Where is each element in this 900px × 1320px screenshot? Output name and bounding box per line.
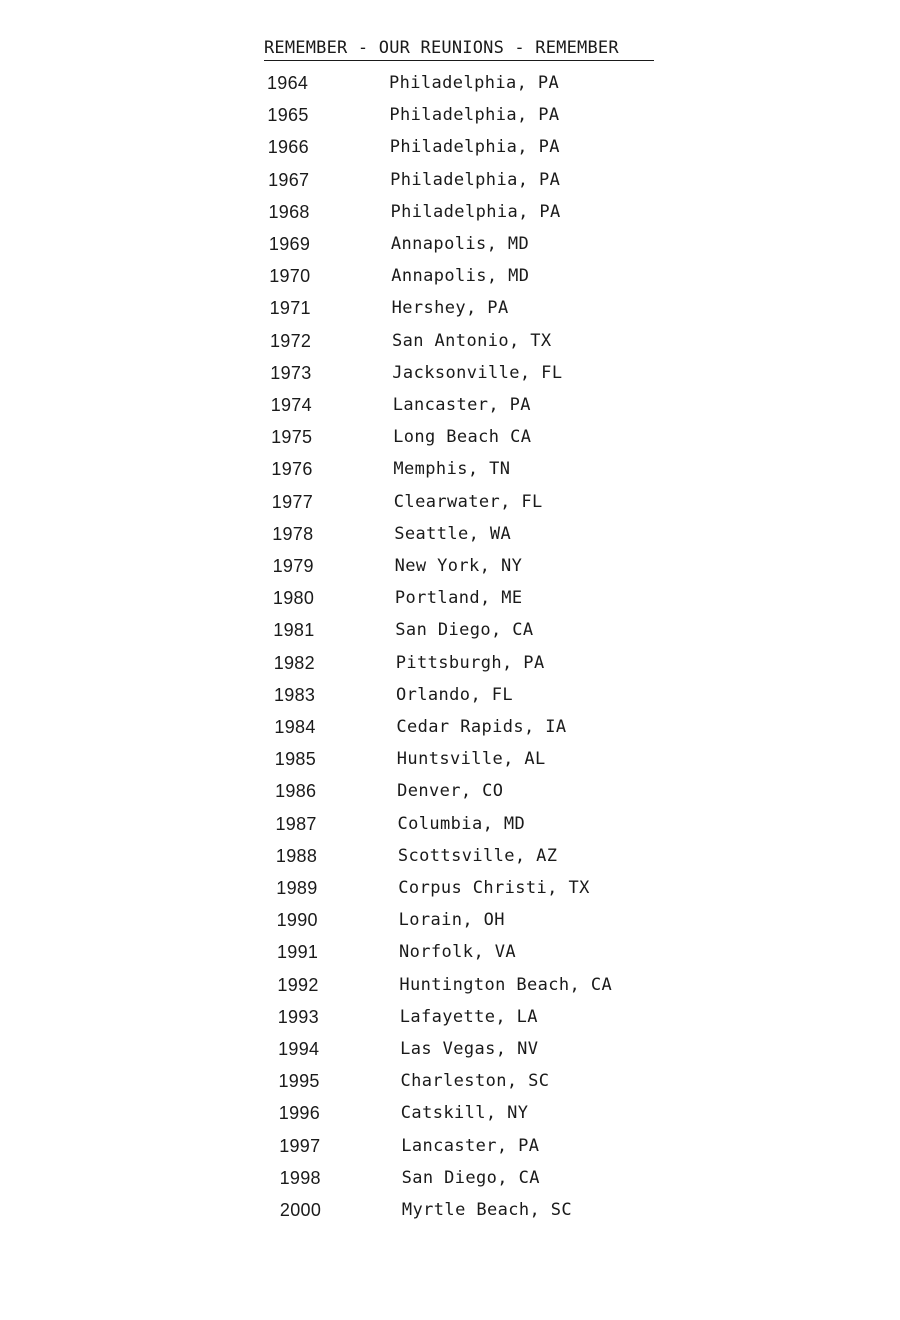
reunion-year: 1978 [272,523,314,544]
reunion-place: Annapolis, MD [390,234,530,254]
reunion-year: 1969 [268,234,311,254]
reunion-place: Pittsburgh, PA [395,652,545,673]
reunion-year: 1965 [267,105,309,126]
reunion-place: Seattle, WA [394,523,512,544]
reunion-place: Huntsville, AL [396,749,546,770]
reunion-place: Lorain, OH [398,910,505,931]
reunion-place: Corpus Christi, TX [398,878,590,898]
reunion-year: 1968 [268,201,310,222]
reunion-year: 1973 [270,362,312,383]
reunion-place: Lancaster, PA [401,1135,540,1156]
reunion-year: 1971 [269,298,311,319]
reunion-year: 1967 [268,169,310,190]
reunion-year: 1991 [277,942,319,963]
reunion-place: Cedar Rapids, IA [396,717,567,737]
reunion-year: 1987 [275,813,317,834]
reunion-place: Orlando, FL [396,684,513,705]
reunion-year: 1982 [273,652,315,673]
reunion-place: Myrtle Beach, SC [401,1200,573,1220]
reunion-year: 1986 [275,781,317,802]
reunion-place: San Antonio, TX [392,330,552,351]
reunion-year: 2000 [279,1200,322,1220]
reunion-place: Columbia, MD [397,813,526,834]
reunion-year: 1985 [274,749,317,770]
reunion-year: 1992 [277,974,319,995]
reunion-place: Jacksonville, FL [392,362,563,383]
reunion-year: 1979 [272,556,314,576]
reunion-year: 1998 [279,1167,321,1188]
reunion-place: Las Vegas, NV [400,1039,539,1059]
reunion-place: Memphis, TN [393,459,511,480]
reunion-place: Lancaster, PA [392,395,531,415]
reunion-place: Hershey, PA [391,298,509,319]
reunion-year: 1989 [276,878,318,898]
reunion-place: Charleston, SC [400,1071,550,1092]
reunion-place: Scottsville, AZ [397,845,558,866]
reunion-year: 1988 [275,845,318,866]
reunion-place: Annapolis, MD [391,266,530,287]
reunion-year: 1994 [278,1039,320,1059]
page-heading: REMEMBER - OUR REUNIONS - REMEMBER [264,38,654,61]
reunion-place: Huntington Beach, CA [399,974,613,995]
reunion-year: 1972 [270,330,312,351]
reunion-year: 1983 [274,684,316,705]
reunion-year: 1990 [276,910,318,931]
reunion-place: Philadelphia, PA [389,105,560,126]
reunion-place: Portland, ME [394,588,523,609]
reunion-place: Philadelphia, PA [389,137,560,158]
reunion-place: Clearwater, FL [393,491,543,512]
reunion-place: Long Beach CA [393,427,532,448]
reunion-year: 1975 [271,427,313,448]
reunion-year: 1977 [271,491,314,512]
reunion-place: Norfolk, VA [399,942,516,963]
reunion-place: Denver, CO [397,781,504,802]
reunion-year: 1981 [273,620,315,641]
reunion-place: San Diego, CA [401,1167,540,1188]
reunion-place: Philadelphia, PA [390,201,561,222]
reunion-year: 1995 [278,1071,320,1092]
reunion-year: 1984 [274,717,316,737]
reunion-year: 1980 [272,588,315,609]
reunion-place: San Diego, CA [395,620,534,641]
reunion-year: 1976 [271,459,313,480]
reunion-year: 1997 [279,1135,321,1156]
reunion-year: 1966 [267,137,309,158]
reunion-place: Catskill, NY [400,1103,529,1124]
reunion-place: New York, NY [394,556,523,576]
reunion-year: 1993 [277,1006,319,1027]
reunion-place: Lafayette, LA [399,1006,538,1027]
reunion-year: 1974 [270,395,312,415]
reunion-year: 1996 [278,1103,321,1124]
reunion-place: Philadelphia, PA [389,73,560,93]
reunion-place: Philadelphia, PA [390,169,561,190]
reunion-year: 1970 [269,266,311,287]
reunion-year: 1964 [267,73,309,93]
